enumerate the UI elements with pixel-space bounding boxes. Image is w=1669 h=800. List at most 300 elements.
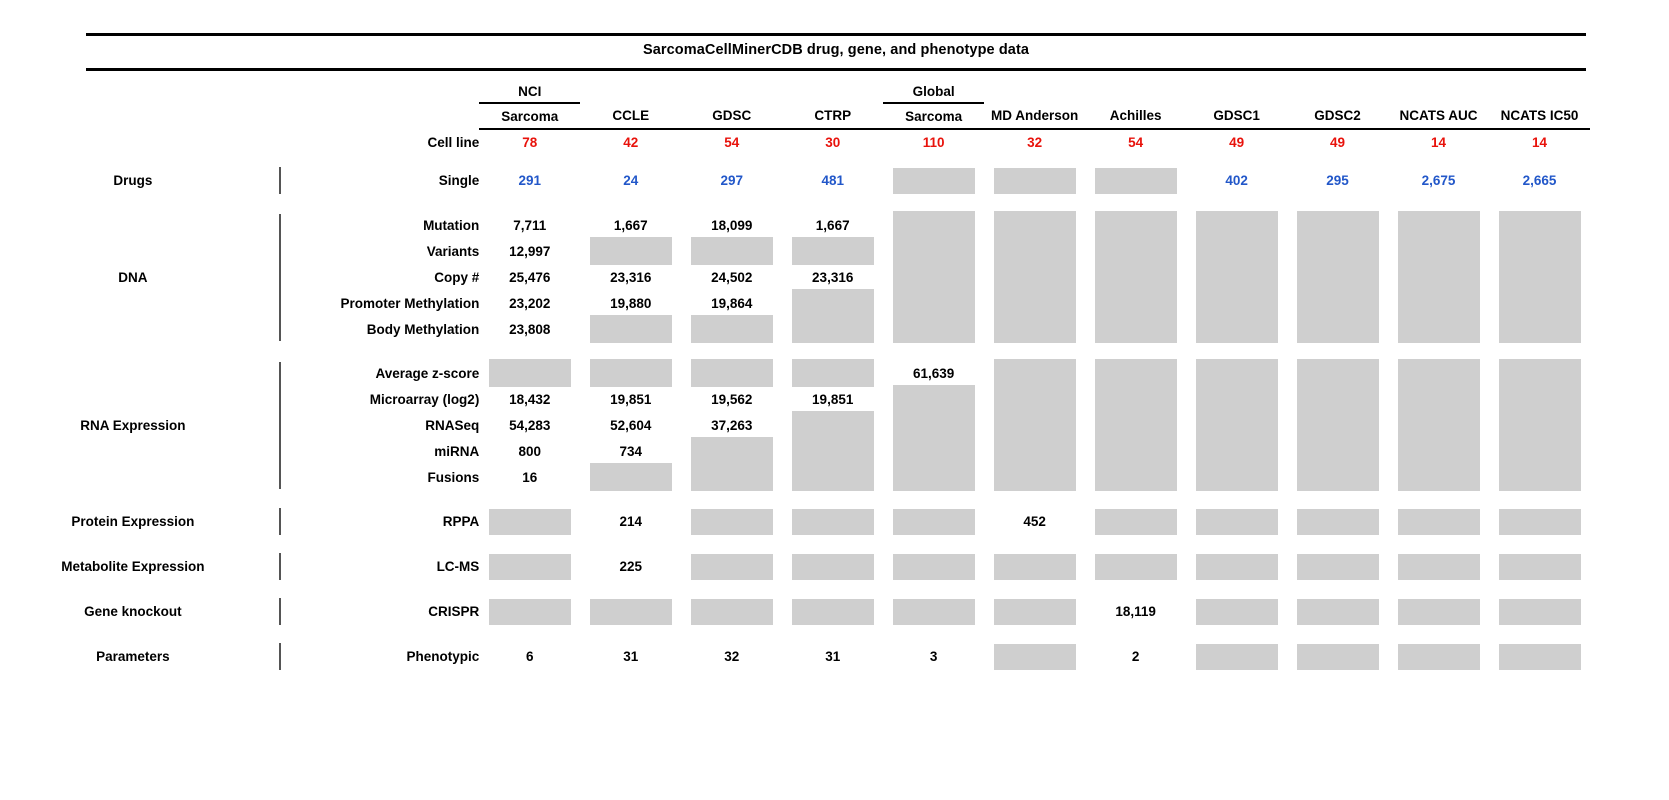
no-data-block: [994, 437, 1076, 465]
data-cell: [1287, 238, 1388, 264]
spacer-row: [0, 490, 1590, 508]
no-data-block: [1095, 263, 1177, 291]
data-cell: [1287, 212, 1388, 238]
data-cell: [1388, 598, 1489, 625]
column-supergroup-4: Global: [883, 80, 984, 103]
no-data-block: [1196, 411, 1278, 439]
value-text: 31: [825, 649, 841, 664]
data-cell: [580, 264, 681, 290]
row-separator: [266, 129, 294, 155]
group-label-5: Gene knockout: [84, 604, 182, 619]
data-cell: [1489, 360, 1590, 386]
no-data-block: [1297, 289, 1379, 317]
data-cell: [984, 412, 1085, 438]
row-label: Mutation: [423, 217, 480, 233]
value-text: 2: [1131, 649, 1140, 664]
data-cell: [1388, 508, 1489, 535]
data-cell: [681, 264, 782, 290]
column-supergroup-8: [1287, 80, 1388, 103]
column-supergroup-9: [1388, 80, 1489, 103]
spacer-row: [0, 194, 1590, 212]
no-data-block: [1297, 385, 1379, 413]
no-data-block: [792, 599, 874, 625]
title-rule-bottom: [86, 68, 1586, 71]
value-text: 54,283: [509, 417, 551, 433]
spacer-row: [0, 155, 1590, 167]
data-cell: [782, 464, 883, 490]
separator-bar: [279, 167, 281, 194]
data-cell: [1489, 167, 1590, 194]
data-cell: [681, 553, 782, 580]
value-text: 32: [1027, 135, 1043, 150]
no-data-block: [1499, 509, 1581, 535]
data-cell: [580, 598, 681, 625]
no-data-block: [1297, 263, 1379, 291]
data-cell: [681, 212, 782, 238]
value-text: 295: [1326, 173, 1349, 188]
group-label-4: Metabolite Expression: [61, 559, 205, 574]
column-header-7: GDSC1: [1186, 103, 1287, 129]
data-cell: [479, 212, 580, 238]
no-data-block: [1196, 599, 1278, 625]
no-data-block: [893, 599, 975, 625]
column-supergroup-10: [1489, 80, 1590, 103]
no-data-block: [1398, 237, 1480, 265]
data-cell: [782, 264, 883, 290]
column-header-3: CTRP: [782, 103, 883, 129]
value-text: 42: [623, 135, 639, 150]
header-spacer: [0, 80, 266, 103]
cell-line-value-1: [580, 129, 681, 155]
data-cell: [1085, 238, 1186, 264]
no-data-block: [994, 644, 1076, 670]
group-separator-3: [266, 508, 294, 535]
data-cell: [782, 386, 883, 412]
data-cell: [580, 643, 681, 670]
no-data-block: [1196, 359, 1278, 387]
group-separator-5: [266, 598, 294, 625]
column-header-0: Sarcoma: [479, 103, 580, 129]
data-cell: [883, 598, 984, 625]
data-cell: [984, 386, 1085, 412]
data-cell: [1186, 316, 1287, 342]
data-cell: [1085, 167, 1186, 194]
data-cell: [1287, 438, 1388, 464]
row-label: Fusions: [427, 469, 480, 485]
data-cell: [782, 290, 883, 316]
value-text: 30: [825, 135, 841, 150]
column-header-1: CCLE: [580, 103, 681, 129]
no-data-block: [1196, 289, 1278, 317]
data-cell: [479, 553, 580, 580]
header-spacer: [0, 103, 266, 129]
data-cell: [1489, 238, 1590, 264]
no-data-block: [1499, 211, 1581, 239]
data-cell: [1287, 598, 1388, 625]
data-cell: [984, 167, 1085, 194]
data-cell: [1489, 212, 1590, 238]
data-cell: [984, 553, 1085, 580]
group-label-3: Protein Expression: [71, 514, 195, 529]
no-data-block: [893, 237, 975, 265]
data-cell: [1085, 386, 1186, 412]
data-cell: [883, 412, 984, 438]
data-cell: [1186, 464, 1287, 490]
data-cell: [883, 464, 984, 490]
data-cell: [1388, 438, 1489, 464]
data-cell: [984, 598, 1085, 625]
no-data-block: [1499, 599, 1581, 625]
value-text: 2,675: [1421, 173, 1456, 188]
value-text: 3: [929, 649, 938, 664]
group-label-6: Parameters: [96, 649, 170, 664]
no-data-block: [691, 315, 773, 343]
row-label: RNASeq: [425, 417, 480, 433]
data-cell: [1186, 412, 1287, 438]
data-cell: [782, 643, 883, 670]
group-label-1: DNA: [118, 269, 148, 285]
no-data-block: [489, 359, 571, 387]
value-text: 402: [1225, 173, 1248, 188]
data-cell: [1287, 464, 1388, 490]
data-cell: [1489, 290, 1590, 316]
no-data-block: [489, 599, 571, 625]
data-cell: [681, 643, 782, 670]
no-data-block: [893, 315, 975, 343]
data-cell: [984, 643, 1085, 670]
data-cell: [1489, 316, 1590, 342]
column-supergroup-2: [681, 80, 782, 103]
no-data-block: [792, 411, 874, 439]
separator-bar: [279, 362, 281, 489]
data-cell: [580, 508, 681, 535]
data-cell: [883, 438, 984, 464]
no-data-block: [1499, 385, 1581, 413]
cell-line-value-6: [1085, 129, 1186, 155]
data-cell: [1287, 508, 1388, 535]
no-data-block: [792, 359, 874, 387]
data-cell: [1388, 360, 1489, 386]
data-cell: [1388, 643, 1489, 670]
no-data-block: [1499, 263, 1581, 291]
no-data-block: [1398, 437, 1480, 465]
table-row: [0, 508, 1590, 535]
no-data-block: [1398, 644, 1480, 670]
no-data-block: [691, 359, 773, 387]
data-cell: [1489, 508, 1590, 535]
no-data-block: [994, 463, 1076, 491]
spacer-row: [0, 625, 1590, 643]
data-cell: [883, 360, 984, 386]
data-cell: [984, 264, 1085, 290]
data-cell: [1287, 386, 1388, 412]
group-separator-1: [266, 212, 294, 342]
value-text: 1,667: [613, 217, 648, 233]
group-separator-0: [266, 167, 294, 194]
data-cell: [782, 212, 883, 238]
no-data-block: [792, 463, 874, 491]
no-data-block: [691, 437, 773, 465]
column-supergroup-7: [1186, 80, 1287, 103]
no-data-block: [590, 463, 672, 491]
cell-line-value-9: [1388, 129, 1489, 155]
value-text: 14: [1531, 135, 1548, 150]
no-data-block: [792, 554, 874, 580]
column-supergroup-3: [782, 80, 883, 103]
data-cell: [1085, 290, 1186, 316]
value-text: 734: [619, 443, 643, 459]
data-cell: [681, 598, 782, 625]
value-text: 225: [619, 559, 643, 574]
header-spacer: [266, 103, 294, 129]
table-row: [0, 360, 1590, 386]
data-cell: [1287, 316, 1388, 342]
data-cell: [883, 264, 984, 290]
value-text: 52,604: [610, 417, 652, 433]
header-row-top: [0, 80, 1590, 103]
no-data-block: [994, 359, 1076, 387]
no-data-block: [1398, 263, 1480, 291]
column-header-4: Sarcoma: [883, 103, 984, 129]
data-cell: [984, 438, 1085, 464]
no-data-block: [1297, 554, 1379, 580]
data-cell: [1287, 360, 1388, 386]
data-cell: [1186, 212, 1287, 238]
data-cell: [580, 412, 681, 438]
data-cell: [883, 386, 984, 412]
value-text: 23,202: [509, 295, 551, 311]
no-data-block: [1499, 554, 1581, 580]
data-cell: [984, 508, 1085, 535]
data-cell: [479, 508, 580, 535]
data-cell: [681, 360, 782, 386]
row-label: Single: [438, 173, 480, 188]
data-cell: [1085, 360, 1186, 386]
data-cell: [580, 464, 681, 490]
separator-bar: [279, 598, 281, 625]
data-cell: [1186, 643, 1287, 670]
no-data-block: [1196, 211, 1278, 239]
data-cell: [984, 290, 1085, 316]
column-header-8: GDSC2: [1287, 103, 1388, 129]
column-supergroup-0: NCI: [479, 80, 580, 103]
value-text: 31: [623, 649, 639, 664]
data-cell: [1186, 508, 1287, 535]
no-data-block: [893, 263, 975, 291]
no-data-block: [792, 437, 874, 465]
no-data-block: [1196, 315, 1278, 343]
row-label: Variants: [426, 243, 480, 259]
no-data-block: [1398, 315, 1480, 343]
data-cell: [1388, 412, 1489, 438]
data-cell: [580, 386, 681, 412]
no-data-block: [1095, 289, 1177, 317]
data-cell: [1186, 167, 1287, 194]
row-label: Microarray (log2): [369, 391, 480, 407]
data-cell: [1085, 598, 1186, 625]
data-cell: [782, 238, 883, 264]
data-cell: [1489, 643, 1590, 670]
no-data-block: [1196, 263, 1278, 291]
data-cell: [782, 167, 883, 194]
no-data-block: [1297, 437, 1379, 465]
spacer-row: [0, 580, 1590, 598]
no-data-block: [1196, 509, 1278, 535]
data-cell: [681, 238, 782, 264]
data-cell: [479, 438, 580, 464]
value-text: 19,864: [711, 295, 753, 311]
no-data-block: [1095, 168, 1177, 194]
header-row-columns: [0, 103, 1590, 129]
no-data-block: [1095, 315, 1177, 343]
no-data-block: [994, 315, 1076, 343]
no-data-block: [1398, 599, 1480, 625]
data-cell: [1489, 553, 1590, 580]
data-cell: [1085, 553, 1186, 580]
cell-line-value-2: [681, 129, 782, 155]
column-supergroup-5: [984, 80, 1085, 103]
no-data-block: [1196, 237, 1278, 265]
no-data-block: [691, 463, 773, 491]
no-data-block: [1095, 437, 1177, 465]
no-data-block: [590, 315, 672, 343]
no-data-block: [1196, 385, 1278, 413]
value-text: 23,316: [610, 269, 652, 285]
data-cell: [479, 643, 580, 670]
data-cell: [681, 464, 782, 490]
column-header-5: MD Anderson: [984, 103, 1085, 129]
group-separator-4: [266, 553, 294, 580]
data-cell: [1085, 464, 1186, 490]
no-data-block: [893, 554, 975, 580]
row-label: LC-MS: [436, 559, 480, 574]
cell-line-row: [0, 129, 1590, 155]
data-cell: [681, 386, 782, 412]
data-cell: [580, 553, 681, 580]
row-label: Promoter Methylation: [340, 295, 480, 311]
column-supergroup-6: [1085, 80, 1186, 103]
data-cell: [681, 316, 782, 342]
data-cell: [1388, 464, 1489, 490]
no-data-block: [1398, 385, 1480, 413]
data-cell: [681, 508, 782, 535]
no-data-block: [893, 509, 975, 535]
data-cell: [984, 464, 1085, 490]
separator-bar: [279, 214, 281, 341]
table-row: [0, 212, 1590, 238]
value-text: 61,639: [913, 365, 955, 381]
row-label: Body Methylation: [366, 321, 480, 337]
data-cell: [1388, 212, 1489, 238]
data-cell: [479, 316, 580, 342]
data-cell: [580, 167, 681, 194]
no-data-block: [1398, 411, 1480, 439]
data-cell: [1287, 553, 1388, 580]
data-cell: [1388, 316, 1489, 342]
separator-bar: [279, 553, 281, 580]
data-cell: [479, 360, 580, 386]
value-text: 49: [1330, 135, 1346, 150]
value-text: 18,099: [711, 217, 753, 233]
cell-line-value-10: [1489, 129, 1590, 155]
header-spacer: [266, 80, 294, 103]
no-data-block: [1499, 359, 1581, 387]
no-data-block: [1095, 411, 1177, 439]
value-text: 481: [821, 173, 844, 188]
spacer-row: [0, 342, 1590, 360]
data-cell: [681, 438, 782, 464]
data-cell: [681, 412, 782, 438]
no-data-block: [1095, 554, 1177, 580]
data-cell: [984, 316, 1085, 342]
title-rule-top: [86, 33, 1586, 36]
no-data-block: [994, 263, 1076, 291]
no-data-block: [1297, 463, 1379, 491]
value-text: 78: [522, 135, 538, 150]
row-label: Phenotypic: [406, 649, 480, 664]
data-cell: [782, 553, 883, 580]
no-data-block: [1398, 463, 1480, 491]
group-separator-6: [266, 643, 294, 670]
cell-line-value-4: [883, 129, 984, 155]
no-data-block: [994, 289, 1076, 317]
data-cell: [1186, 264, 1287, 290]
no-data-block: [1297, 644, 1379, 670]
no-data-block: [691, 509, 773, 535]
value-text: 291: [518, 173, 542, 188]
cell-line-value-8: [1287, 129, 1388, 155]
value-text: 54: [724, 135, 740, 150]
value-text: 19,880: [610, 295, 652, 311]
data-cell: [984, 212, 1085, 238]
data-cell: [479, 464, 580, 490]
no-data-block: [994, 411, 1076, 439]
value-text: 37,263: [711, 417, 753, 433]
no-data-block: [590, 599, 672, 625]
group-label-2: RNA Expression: [80, 417, 186, 433]
data-cell: [1085, 643, 1186, 670]
no-data-block: [691, 237, 773, 265]
table-row: [0, 598, 1590, 625]
data-cell: [1489, 264, 1590, 290]
data-cell: [984, 238, 1085, 264]
row-label: CRISPR: [428, 604, 480, 619]
no-data-block: [893, 437, 975, 465]
no-data-block: [1196, 644, 1278, 670]
data-cell: [479, 290, 580, 316]
no-data-block: [1095, 237, 1177, 265]
data-cell: [479, 412, 580, 438]
no-data-block: [1398, 211, 1480, 239]
no-data-block: [893, 463, 975, 491]
no-data-block: [893, 289, 975, 317]
no-data-block: [1095, 463, 1177, 491]
value-text: 12,997: [509, 243, 551, 259]
data-cell: [1287, 412, 1388, 438]
data-cell: [883, 553, 984, 580]
no-data-block: [1297, 411, 1379, 439]
data-cell: [1186, 438, 1287, 464]
value-text: 23,316: [812, 269, 854, 285]
data-cell: [1186, 360, 1287, 386]
value-text: 800: [518, 443, 542, 459]
row-label: Average z-score: [375, 365, 480, 381]
no-data-block: [1297, 237, 1379, 265]
data-cell: [883, 316, 984, 342]
no-data-block: [1095, 509, 1177, 535]
no-data-block: [1095, 385, 1177, 413]
separator-bar: [279, 643, 281, 670]
